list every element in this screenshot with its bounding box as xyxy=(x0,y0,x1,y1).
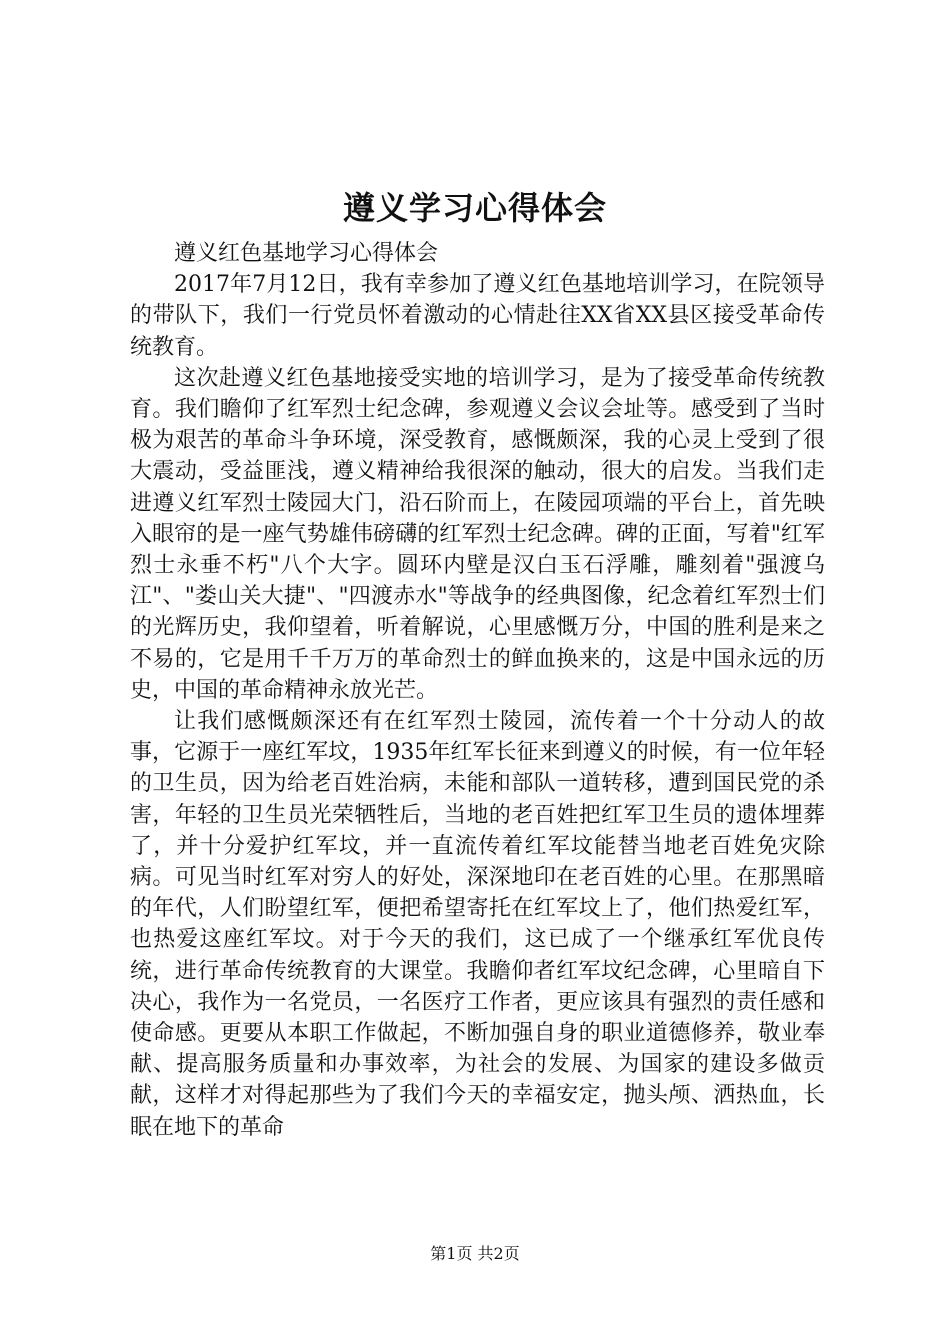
paragraph: 2017年7月12日，我有幸参加了遵义红色基地培训学习，在院领导的带队下，我们一行党员怀着激动的心情赴往XX省XX县区接受革命传统教育。 xyxy=(130,272,825,360)
page-number: 第1页 共2页 xyxy=(430,1244,520,1263)
paragraph: 这次赴遵义红色基地接受实地的培训学习，是为了接受革命传统教育。我们瞻仰了红军烈士纪念碑，参观遵义会议会址等。感受到了当时极为艰苦的革命斗争环境，深受教育，感慨颇深，我的心灵上受到了很大震动，受益匪浅，遵义精神给我很深的触动，很大的启发。当我们走进遵义红军烈士陵园大门，沿石阶而上，在陵园项端的平台上，首先映入眼帘的是一座气势雄伟磅礴的红军烈士纪念碑。碑的正面，写着"红军烈士永垂不朽"八个大字。圆环内壁是汉白玉石浮雕，雕刻着"强渡乌江"、"娄山关大捷"、"四渡赤水"等战争的经典图像，纪念着红军烈士们的光辉历史，我仰望着，听着解说，心里感慨万分，中国的胜利是来之不易的，它是用千千万万的革命烈士的鲜血换来的，这是中国永远的历史，中国的革命精神永放光芒。 xyxy=(130,365,825,703)
document-title: 遵义学习心得体会 xyxy=(342,189,607,227)
document-body xyxy=(130,238,825,1143)
document-subtitle: 遵义红色基地学习心得体会 xyxy=(174,241,439,266)
paragraph: 让我们感慨颇深还有在红军烈士陵园，流传着一个十分动人的故事，它源于一座红军坟，1935年红军长征来到遵义的时候，有一位年轻的卫生员，因为给老百姓治病，未能和部队一道转移，遭到国民党的杀害，年轻的卫生员光荣牺牲后，当地的老百姓把红军卫生员的遗体埋葬了，并十分爱护红军坟，并一直流传着红军坟能替当地老百姓免灾除病。可见当时红军对穷人的好处，深深地印在老百姓的心里。在那黑暗的年代，人们盼望红军，便把希望寄托在红军坟上了，他们热爱红军，也热爱这座红军坟。对于今天的我们，这已成了一个继承红军优良传统，进行革命传统教育的大课堂。我瞻仰者红军坟纪念碑，心里暗自下决心，我作为一名党员，一名医疗工作者，更应该具有强烈的责任感和使命感。更要从本职工作做起，不断加强自身的职业道德修养，敬业奉献、提高服务质量和办事效率，为社会的发展、为国家的建设多做贡献，这样才对得起那些为了我们今天的幸福安定，抛头颅、洒热血，长眠在地下的革命 xyxy=(130,709,825,1140)
